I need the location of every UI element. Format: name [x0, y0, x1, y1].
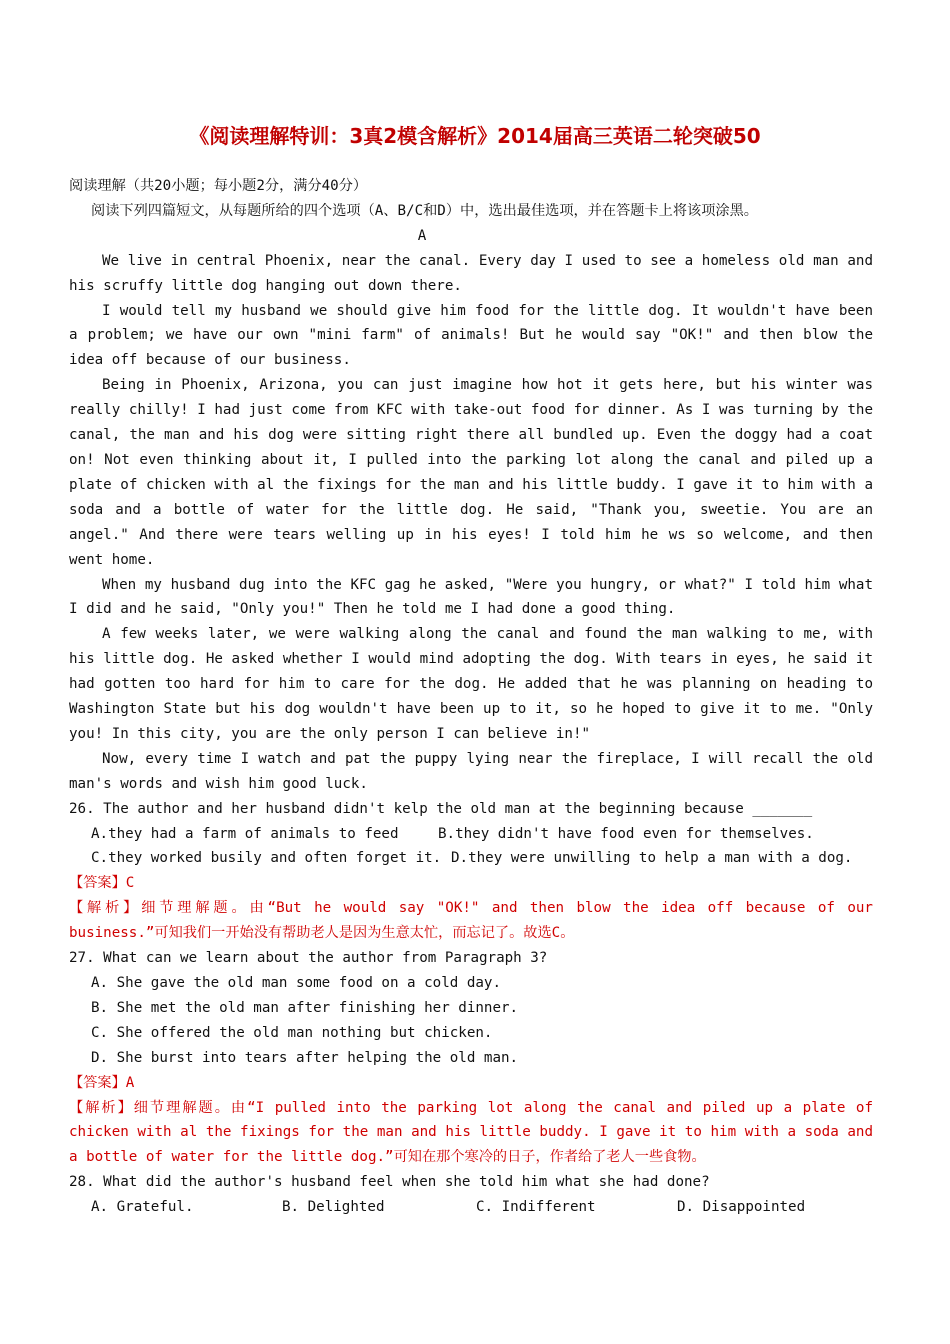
- answer-value: A: [125, 1074, 135, 1091]
- passage-paragraph-1: We live in central Phoenix, near the canal. Every day I used to see a homeless old man and his scruffy little dog hanging out down there.: [69, 252, 873, 294]
- question-26-options-row-1: [69, 822, 873, 847]
- question-26-stem: 26. The author and her husband didn't kelp the old man at the beginning because _______: [69, 800, 813, 817]
- analysis-text: 细节理解题。由“But he would say "OK!" and then blow the idea off because of our business.”可知我们一开始没有帮助老人是因为生意太忙，而忘记了。故选C。: [69, 900, 873, 942]
- document-body: [69, 174, 873, 1220]
- question-28-option-b: B. Delighted: [282, 1199, 385, 1216]
- question-26-answer: [69, 871, 873, 896]
- question-26-option-a: A.they had a farm of animals to feed: [91, 825, 399, 842]
- question-26-analysis: [69, 896, 873, 946]
- passage-label: A: [417, 227, 427, 244]
- section-header: 阅读理解（共20小题；每小题2分，满分40分）: [69, 178, 368, 194]
- question-27-option-d: D. She burst into tears after helping the old man.: [91, 1049, 519, 1066]
- question-26-option-b: B.they didn't have food even for themselves.: [438, 825, 814, 842]
- question-27-analysis: [69, 1096, 873, 1171]
- question-26-options-row-2: [69, 846, 873, 871]
- passage-paragraph-5: A few weeks later, we were walking along the canal and found the man walking to me, with his little dog. He asked whether I would mind adopting the dog. With tears in eyes, he said it had gotten too hard for him to care for the dog. He added that he was planning on heading to Washington State but his dog wouldn't have been up to it, so he hoped to give it to me. "Only you! In this city, you are the only person I can believe in!": [69, 626, 873, 742]
- analysis-label: 【解析】: [69, 1099, 134, 1116]
- answer-value: C: [125, 875, 135, 892]
- question-27-answer: [69, 1071, 873, 1096]
- passage-paragraph-3: Being in Phoenix, Arizona, you can just imagine how hot it gets here, but his winter was really chilly! I had just come from KFC with take-out food for dinner. As I was turning by the canal, the man and his dog were sitting right there all bundled up. Even the doggy had a coat on! Not even thinking about it, I pulled into the parking lot along the canal and piled up a plate of chicken with al the fixings for the man and his little buddy. I gave it to him with a soda and a bottle of water for the little dog. He said, "Thank you, sweetie. You are an angel." And there were tears welling up in his eyes! I told him he ws so welcome, and then went home.: [69, 377, 873, 568]
- passage-paragraph-2: I would tell my husband we should give him food for the little dog. It wouldn't have been a problem; we have our own "mini farm" of animals! But he would say "OK!" and then blow the idea off because of our business.: [69, 302, 873, 369]
- document-title: 《阅读理解特训：3真2模含解析》2014届高三英语二轮突破50: [189, 124, 761, 148]
- question-27-option-b: B. She met the old man after finishing her dinner.: [91, 999, 519, 1016]
- answer-label: 【答案】: [69, 875, 126, 892]
- question-28-options-row: [69, 1195, 873, 1220]
- question-28-stem: 28. What did the author's husband feel when she told him what she had done?: [69, 1174, 710, 1191]
- analysis-label: 【解析】: [69, 900, 142, 917]
- answer-label: 【答案】: [69, 1074, 126, 1091]
- question-26-option-d: D.they were unwilling to help a man with a dog.: [451, 850, 853, 867]
- question-27-stem: 27. What can we learn about the author from Paragraph 3?: [69, 950, 548, 967]
- instructions: 阅读下列四篇短文，从每题所给的四个选项（A、B/C和D）中，选出最佳选项，并在答题卡上将该项涂黑。: [91, 202, 758, 219]
- question-26-option-c: C.they worked busily and often forget it.: [91, 850, 442, 867]
- passage-paragraph-6: Now, every time I watch and pat the puppy lying near the fireplace, I will recall the old man's words and wish him good luck.: [69, 750, 873, 792]
- question-28-option-d: D. Disappointed: [677, 1199, 806, 1216]
- question-27-option-a: A. She gave the old man some food on a cold day.: [91, 975, 501, 991]
- passage-paragraph-4: When my husband dug into the KFC gag he asked, "Were you hungry, or what?" I told him what I did and he said, "Only you!" Then he told me I had done a good thing.: [69, 576, 873, 618]
- question-28-option-a: A. Grateful.: [91, 1199, 194, 1216]
- question-27-option-c: C. She offered the old man nothing but chicken.: [91, 1024, 493, 1041]
- analysis-text: 细节理解题。由“I pulled into the parking lot along the canal and piled up a plate of chicken with al the fixings for the man and his little buddy. I gave it to him with a soda and a bottle of water for the little dog.”可知在那个寒冷的日子，作者给了老人一些食物。: [69, 1099, 873, 1166]
- question-28-option-c: C. Indifferent: [476, 1199, 596, 1216]
